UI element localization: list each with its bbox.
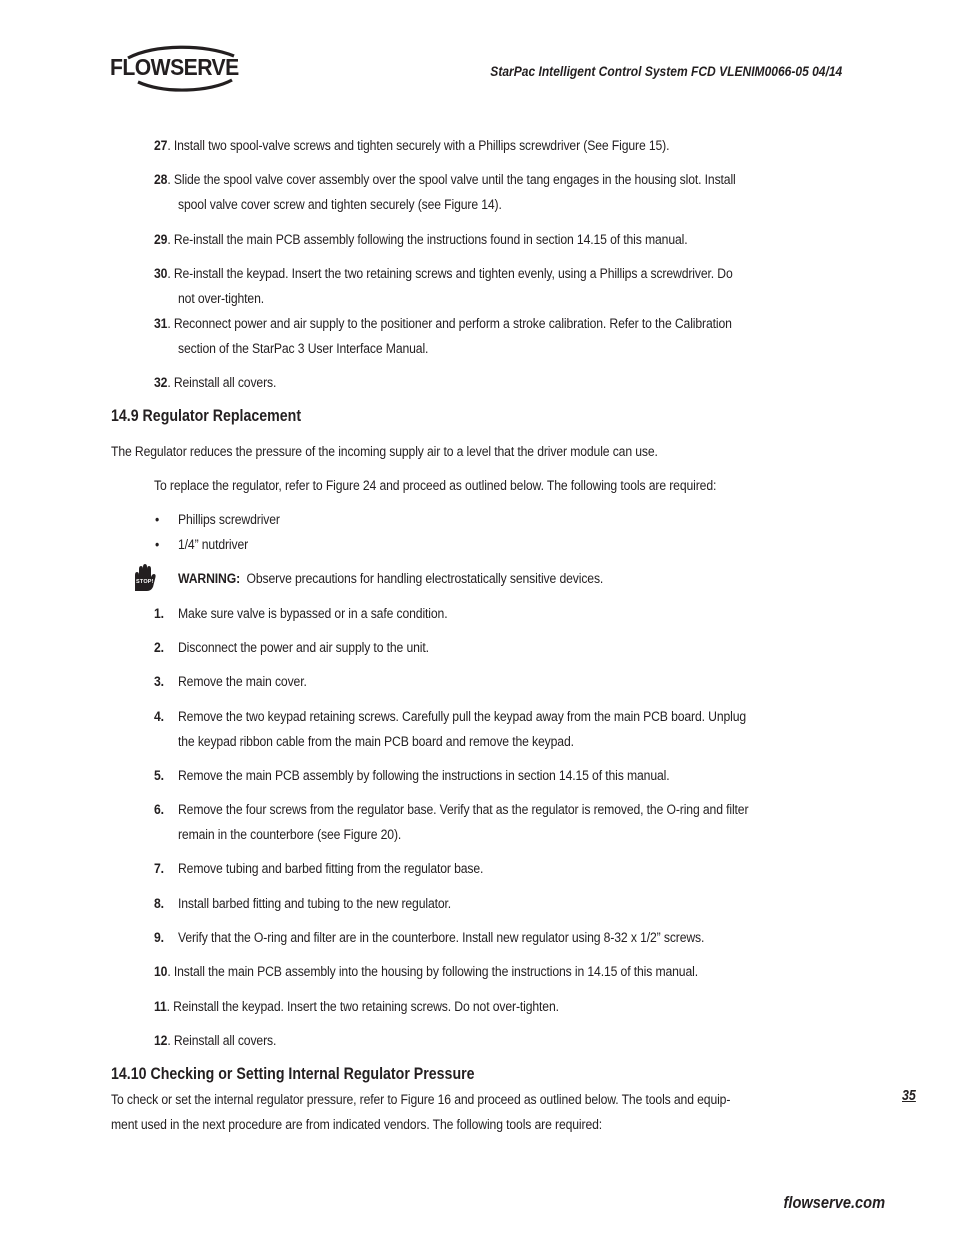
list-item-continuation: spool valve cover screw and tighten securely (see Figure 14). bbox=[178, 197, 502, 213]
list-item: Verify that the O-ring and filter are in the counterbore. Install new regulator using 8-32 x 1/2” screws. bbox=[178, 930, 705, 946]
list-item: Remove the main PCB assembly by following the instructions in section 14.15 of this manual. bbox=[178, 768, 670, 784]
warning-text: WARNING: Observe precautions for handling electrostatically sensitive devices. bbox=[178, 571, 604, 587]
list-item-continuation: not over-tighten. bbox=[178, 291, 264, 307]
list-item: Remove the main cover. bbox=[178, 674, 307, 690]
list-item-continuation: the keypad ribbon cable from the main PCB board and remove the keypad. bbox=[178, 734, 574, 750]
list-item: 30. Re-install the keypad. Insert the two retaining screws and tighten evenly, using a Phillips a screwdriver. Do bbox=[154, 266, 733, 282]
flowserve-logo bbox=[110, 42, 250, 94]
list-item-continuation: section of the StarPac 3 User Interface Manual. bbox=[178, 341, 429, 357]
bullet-icon: • bbox=[155, 512, 160, 528]
paragraph-line: To check or set the internal regulator pressure, refer to Figure 16 and proceed as outlined below. The tools and equip- bbox=[111, 1092, 731, 1108]
list-item: Make sure valve is bypassed or in a safe condition. bbox=[178, 606, 448, 622]
step-number: 2. bbox=[154, 640, 164, 656]
page-number: 35 bbox=[902, 1088, 916, 1104]
list-item: 11. Reinstall the keypad. Insert the two retaining screws. Do not over-tighten. bbox=[154, 999, 559, 1015]
step-number: 7. bbox=[154, 861, 164, 877]
list-item: 10. Install the main PCB assembly into the housing by following the instructions in 14.15 of this manual. bbox=[154, 964, 698, 980]
list-item: 27. Install two spool-valve screws and tighten securely with a Phillips screwdriver (See Figure 15). bbox=[154, 138, 670, 154]
step-number: 1. bbox=[154, 606, 164, 622]
section-intro: The Regulator reduces the pressure of the incoming supply air to a level that the driver module can use. bbox=[111, 444, 658, 460]
paragraph-line: ment used in the next procedure are from indicated vendors. The following tools are required: bbox=[111, 1117, 603, 1133]
list-item: 29. Re-install the main PCB assembly following the instructions found in section 14.15 of this manual. bbox=[154, 232, 688, 248]
list-item: Remove the two keypad retaining screws. Carefully pull the keypad away from the main PCB board. Unplug bbox=[178, 709, 747, 725]
list-item: Disconnect the power and air supply to the unit. bbox=[178, 640, 429, 656]
document-header-title: StarPac Intelligent Control System FCD VLENIM0066-05 04/14 bbox=[490, 63, 842, 79]
stop-label: STOP! bbox=[136, 579, 154, 585]
tools-paragraph: To replace the regulator, refer to Figure 24 and proceed as outlined below. The following tools are required: bbox=[154, 478, 717, 494]
logo-wordmark: FLOWSERVE bbox=[110, 54, 239, 80]
step-number: 3. bbox=[154, 674, 164, 690]
step-number: 6. bbox=[154, 802, 164, 818]
list-item: Phillips screwdriver bbox=[178, 512, 280, 528]
step-number: 4. bbox=[154, 709, 164, 725]
section-heading-14-10: 14.10 Checking or Setting Internal Regulator Pressure bbox=[111, 1065, 475, 1083]
list-item: 12. Reinstall all covers. bbox=[154, 1033, 277, 1049]
step-number: 9. bbox=[154, 930, 164, 946]
list-item: 28. Slide the spool valve cover assembly over the spool valve until the tang engages in the housing slot. Install bbox=[154, 172, 736, 188]
bullet-icon: • bbox=[155, 537, 160, 553]
list-item: 32. Reinstall all covers. bbox=[154, 375, 277, 391]
list-item: 31. Reconnect power and air supply to the positioner and perform a stroke calibration. Refer to the Calibration bbox=[154, 316, 732, 332]
list-item: Remove the four screws from the regulator base. Verify that as the regulator is removed, the O-ring and filter bbox=[178, 802, 749, 818]
section-heading-14-9: 14.9 Regulator Replacement bbox=[111, 407, 302, 425]
step-number: 8. bbox=[154, 896, 164, 912]
list-item: Remove tubing and barbed fitting from the regulator base. bbox=[178, 861, 484, 877]
list-item-continuation: remain in the counterbore (see Figure 20). bbox=[178, 827, 402, 843]
step-number: 5. bbox=[154, 768, 164, 784]
footer-url: flowserve.com bbox=[783, 1193, 885, 1212]
stop-hand-icon bbox=[129, 563, 159, 593]
list-item: 1/4” nutdriver bbox=[178, 537, 249, 553]
list-item: Install barbed fitting and tubing to the new regulator. bbox=[178, 896, 452, 912]
